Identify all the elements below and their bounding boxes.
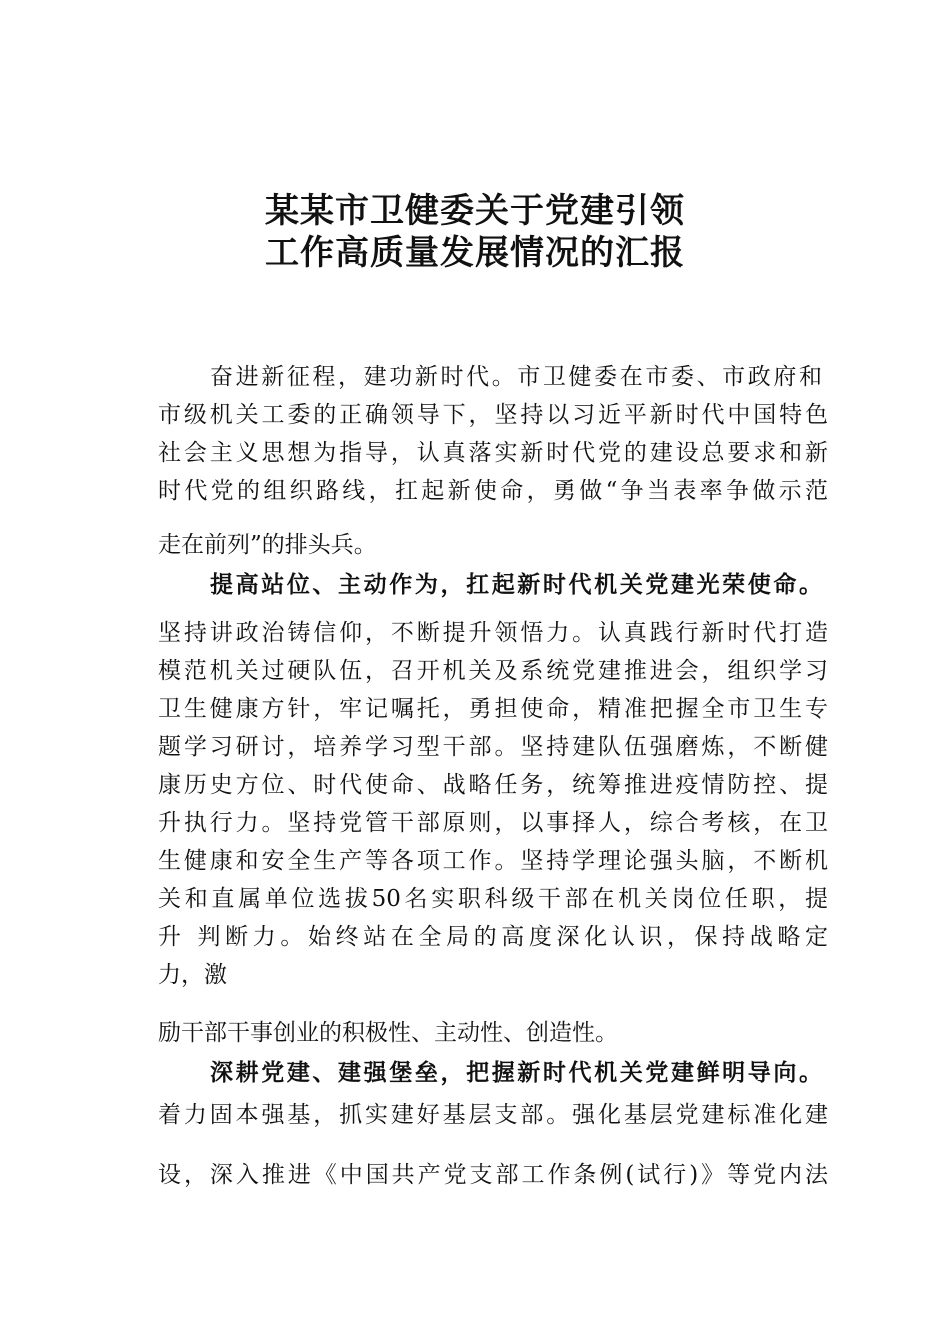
body-text-line: 奋进新征程，建功新时代。市卫健委在市委、市政府和 — [210, 364, 822, 390]
body-text-line: 关和直属单位选拔50名实职科级干部在机关岗位任职，提 — [158, 886, 828, 912]
document-title-line-1: 某某市卫健委关于党建引领 — [265, 191, 685, 231]
document-title-line-2: 工作高质量发展情况的汇报 — [265, 233, 685, 273]
body-text-line: 市级机关工委的正确领导下，坚持以习近平新时代中国特色 — [158, 402, 828, 428]
body-text-line: 坚持讲政治铸信仰，不断提升领悟力。认真践行新时代打造 — [158, 620, 828, 646]
body-text-line: 题学习研讨，培养学习型干部。坚持建队伍强磨炼，不断健 — [158, 734, 828, 760]
body-text-line: 力，激 — [158, 962, 227, 988]
section-heading: 提高站位、主动作为，扛起新时代机关党建光荣使命。 — [210, 571, 822, 598]
body-text-line: 时代党的组织路线，扛起新使命，勇做“争当表率争做示范 — [158, 478, 828, 504]
body-text-line: 卫生健康方针，牢记嘱托，勇担使命，精准把握全市卫生专 — [158, 696, 828, 722]
body-text-line: 生健康和安全生产等各项工作。坚持学理论强头脑，不断机 — [158, 848, 828, 874]
body-text-line: 设，深入推进《中国共产党支部工作条例(试行)》等党内法 — [158, 1162, 828, 1188]
body-text-line: 模范机关过硬队伍，召开机关及系统党建推进会，组织学习 — [158, 658, 828, 684]
body-text-line: 社会主义思想为指导，认真落实新时代党的建设总要求和新 — [158, 440, 828, 466]
section-heading: 深耕党建、建强堡垒，把握新时代机关党建鲜明导向。 — [210, 1059, 822, 1086]
body-text-line: 康历史方位、时代使命、战略任务，统筹推进疫情防控、提 — [158, 772, 828, 798]
body-text-line: 走在前列”的排头兵。 — [158, 532, 377, 558]
body-text-line: 升 判断力。始终站在全局的高度深化认识，保持战略定 — [158, 924, 828, 950]
body-text-line: 着力固本强基，抓实建好基层支部。强化基层党建标准化建 — [158, 1102, 828, 1128]
body-text-line: 升执行力。坚持党管干部原则，以事择人，综合考核，在卫 — [158, 810, 828, 836]
body-text-line: 励干部干事创业的积极性、主动性、创造性。 — [158, 1020, 618, 1046]
